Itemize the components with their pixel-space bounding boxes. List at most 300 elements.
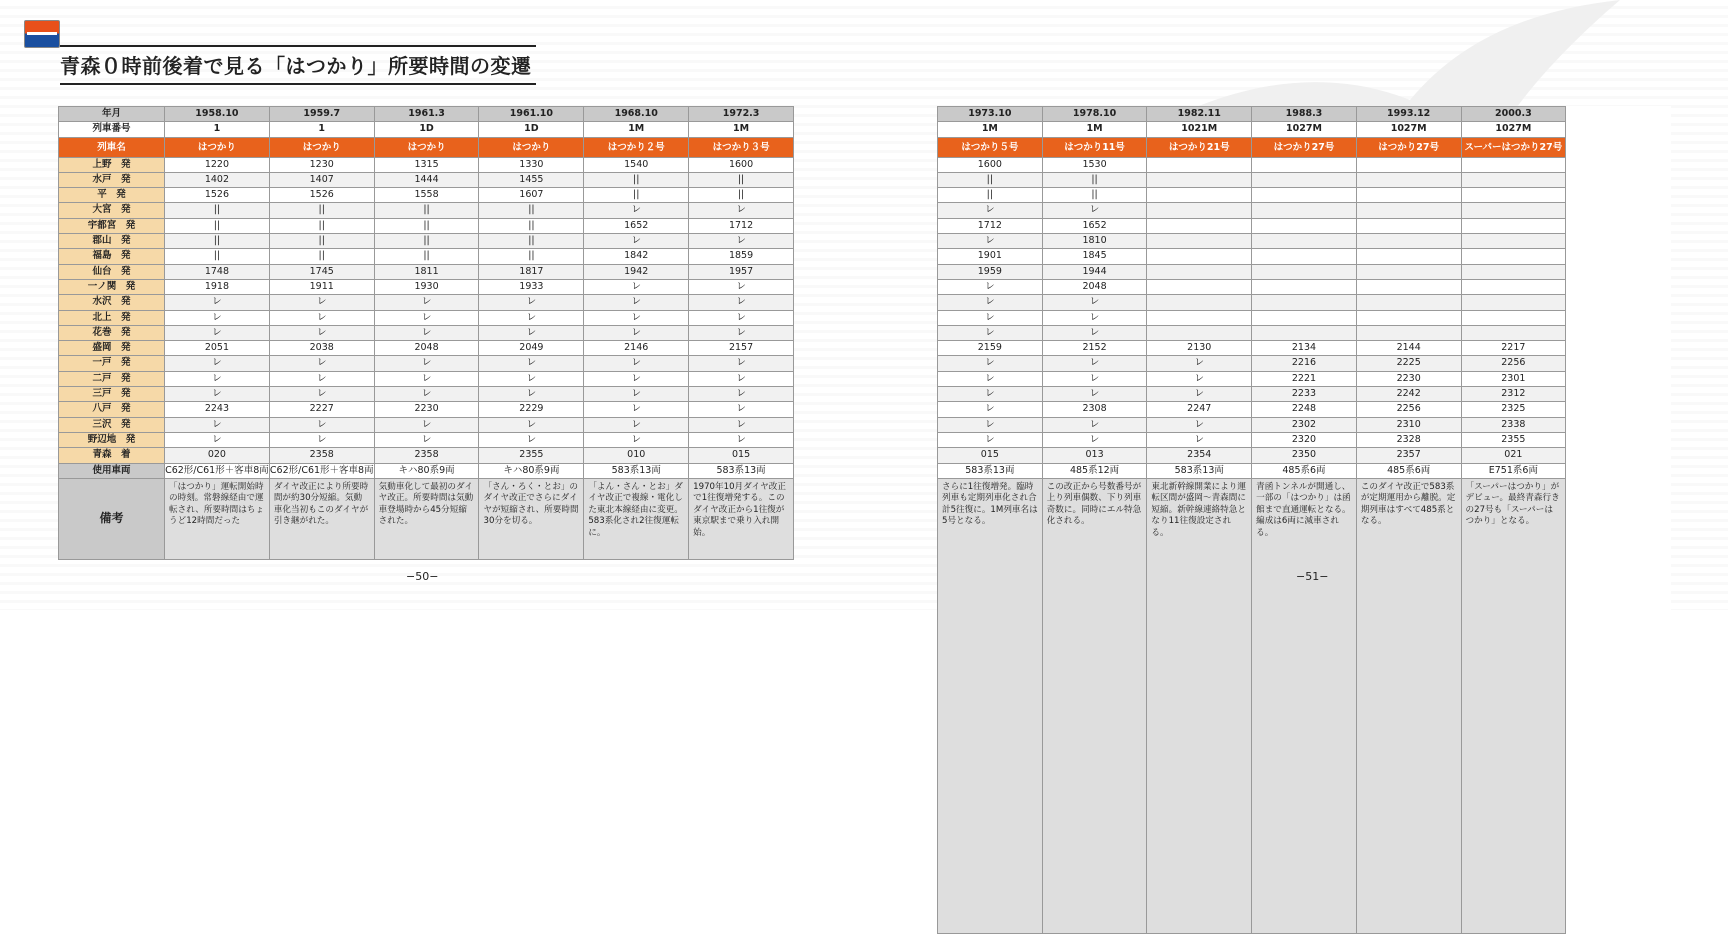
- time-cell: [1252, 172, 1357, 187]
- station-row: [938, 402, 1671, 417]
- train-no-cell: 1: [269, 122, 374, 137]
- station-row: [938, 387, 1671, 402]
- time-cell: 2230: [374, 402, 479, 417]
- year-cell: 1978.10: [1042, 107, 1147, 122]
- year-cell: 1982.11: [1147, 107, 1252, 122]
- station-label: 野辺地 発: [59, 432, 165, 447]
- time-cell: 2248: [1252, 402, 1357, 417]
- train-no-cell: 1M: [584, 122, 689, 137]
- train-name-cell: はつかり２号: [584, 137, 689, 157]
- train-name-cell: はつかり５号: [938, 137, 1043, 157]
- page-number-right: −51−: [1296, 570, 1329, 583]
- time-cell: 1407: [269, 172, 374, 187]
- time-cell: レ: [689, 356, 794, 371]
- station-row: [59, 218, 794, 233]
- time-cell: レ: [269, 387, 374, 402]
- time-cell: 2049: [479, 341, 584, 356]
- time-cell: [1147, 264, 1252, 279]
- station-row: [938, 417, 1671, 432]
- time-cell: 1652: [584, 218, 689, 233]
- time-cell: ||: [165, 249, 270, 264]
- time-cell: [1461, 279, 1566, 294]
- station-row: [59, 387, 794, 402]
- time-cell: ||: [269, 203, 374, 218]
- time-cell: レ: [479, 310, 584, 325]
- time-cell: レ: [1042, 417, 1147, 432]
- time-cell: レ: [165, 432, 270, 447]
- time-cell: 1911: [269, 279, 374, 294]
- time-cell: ||: [938, 188, 1043, 203]
- time-cell: 2312: [1461, 387, 1566, 402]
- year-cell: 1993.12: [1356, 107, 1461, 122]
- time-cell: 1944: [1042, 264, 1147, 279]
- time-cell: 1455: [479, 172, 584, 187]
- station-label: 一戸 発: [59, 356, 165, 371]
- time-cell: 2217: [1461, 341, 1566, 356]
- time-cell: レ: [689, 402, 794, 417]
- row-train-name: [938, 137, 1671, 157]
- station-row: [59, 295, 794, 310]
- time-cell: [1147, 218, 1252, 233]
- station-row: [59, 448, 794, 463]
- station-label: 仙台 発: [59, 264, 165, 279]
- time-cell: ||: [374, 234, 479, 249]
- time-cell: レ: [269, 295, 374, 310]
- time-cell: レ: [584, 310, 689, 325]
- series-logo: [24, 20, 60, 48]
- time-cell: 2227: [269, 402, 374, 417]
- time-cell: レ: [1147, 356, 1252, 371]
- car-type-cell: 583系13両: [938, 463, 1043, 478]
- time-cell: 1712: [689, 218, 794, 233]
- time-cell: レ: [584, 371, 689, 386]
- time-cell: 2146: [584, 341, 689, 356]
- time-cell: レ: [1042, 387, 1147, 402]
- time-cell: 1842: [584, 249, 689, 264]
- station-label: 水戸 発: [59, 172, 165, 187]
- time-cell: 2230: [1356, 371, 1461, 386]
- station-label: 花巻 発: [59, 325, 165, 340]
- time-cell: [1147, 157, 1252, 172]
- train-name-cell: はつかり21号: [1147, 137, 1252, 157]
- row-car-type-label: 使用車両: [59, 463, 165, 478]
- time-cell: 1845: [1042, 249, 1147, 264]
- train-name-cell: はつかり27号: [1356, 137, 1461, 157]
- station-row: [938, 310, 1671, 325]
- time-cell: ||: [374, 249, 479, 264]
- time-cell: レ: [165, 325, 270, 340]
- time-cell: レ: [1042, 371, 1147, 386]
- train-no-cell: 1D: [374, 122, 479, 137]
- time-cell: 1402: [165, 172, 270, 187]
- time-cell: ||: [584, 172, 689, 187]
- station-label: 二戸 発: [59, 371, 165, 386]
- time-cell: [1252, 279, 1357, 294]
- station-label: 平 発: [59, 188, 165, 203]
- remarks-cell: この改正から号数番号が上り列車偶数、下り列車奇数に。同時にエル特急化される。: [1042, 478, 1147, 934]
- time-cell: [1147, 249, 1252, 264]
- remarks-cell: 1970年10月ダイヤ改正で1往復増発する。このダイヤ改正から1往復が東京駅まで乗り入れ開始。: [689, 478, 794, 559]
- time-cell: レ: [269, 325, 374, 340]
- time-cell: レ: [1147, 432, 1252, 447]
- station-row: [938, 157, 1671, 172]
- time-cell: [1461, 310, 1566, 325]
- row-year-label: 年月: [59, 107, 165, 122]
- station-label: 三戸 発: [59, 387, 165, 402]
- time-cell: ||: [689, 172, 794, 187]
- station-row: [938, 295, 1671, 310]
- time-cell: レ: [938, 234, 1043, 249]
- station-label: 宇都宮 発: [59, 218, 165, 233]
- time-cell: 2134: [1252, 341, 1357, 356]
- remarks-cell: 「スーパーはつかり」がデビュー。最終青森行きの27号も「スーパーはつかり」となる。: [1461, 478, 1566, 934]
- remarks-cell: 気動車化して最初のダイヤ改正。所要時間は気動車登場時から45分短縮された。: [374, 478, 479, 559]
- train-name-cell: はつかり: [374, 137, 479, 157]
- time-cell: [1252, 295, 1357, 310]
- station-row: [938, 448, 1671, 463]
- row-train-name: [59, 137, 794, 157]
- time-cell: 2358: [269, 448, 374, 463]
- time-cell: 2328: [1356, 432, 1461, 447]
- row-train-no: [59, 122, 794, 137]
- time-cell: レ: [938, 387, 1043, 402]
- time-cell: レ: [584, 203, 689, 218]
- station-row: [938, 203, 1671, 218]
- time-cell: レ: [165, 295, 270, 310]
- time-cell: レ: [479, 325, 584, 340]
- time-cell: レ: [1042, 325, 1147, 340]
- time-cell: レ: [165, 417, 270, 432]
- time-cell: ||: [479, 234, 584, 249]
- time-cell: [1356, 279, 1461, 294]
- station-row: [59, 279, 794, 294]
- time-cell: ||: [269, 218, 374, 233]
- row-train-no-label: 列車番号: [59, 122, 165, 137]
- time-cell: 2051: [165, 341, 270, 356]
- page-title: 青森０時前後着で見る「はつかり」所要時間の変遷: [60, 50, 536, 85]
- station-row: [59, 371, 794, 386]
- station-label: 一ノ関 発: [59, 279, 165, 294]
- time-cell: [1147, 310, 1252, 325]
- train-no-cell: 1D: [479, 122, 584, 137]
- time-cell: ||: [165, 234, 270, 249]
- time-cell: [1252, 203, 1357, 218]
- station-row: [938, 356, 1671, 371]
- time-cell: 1526: [269, 188, 374, 203]
- station-label: 八戸 発: [59, 402, 165, 417]
- time-cell: 013: [1042, 448, 1147, 463]
- time-cell: レ: [689, 295, 794, 310]
- time-cell: ||: [584, 188, 689, 203]
- station-row: [59, 264, 794, 279]
- time-cell: ||: [479, 203, 584, 218]
- time-cell: [1461, 234, 1566, 249]
- station-label: 三沢 発: [59, 417, 165, 432]
- time-cell: 1600: [689, 157, 794, 172]
- time-cell: 1918: [165, 279, 270, 294]
- time-cell: [1461, 325, 1566, 340]
- car-type-cell: キハ80系9両: [374, 463, 479, 478]
- station-row: [59, 402, 794, 417]
- time-cell: 2354: [1147, 448, 1252, 463]
- station-label: 上野 発: [59, 157, 165, 172]
- time-cell: 1817: [479, 264, 584, 279]
- time-cell: 1712: [938, 218, 1043, 233]
- time-cell: レ: [938, 279, 1043, 294]
- time-cell: 2048: [374, 341, 479, 356]
- remarks-cell: さらに1往復増発。臨時列車も定期列車化され合計5往復に。1M列車名は5号となる。: [938, 478, 1043, 934]
- time-cell: 010: [584, 448, 689, 463]
- time-cell: レ: [479, 387, 584, 402]
- train-no-cell: 1: [165, 122, 270, 137]
- time-cell: [1461, 249, 1566, 264]
- time-cell: レ: [938, 402, 1043, 417]
- time-cell: [1147, 279, 1252, 294]
- time-cell: レ: [1147, 371, 1252, 386]
- time-cell: ||: [165, 218, 270, 233]
- time-cell: レ: [938, 371, 1043, 386]
- time-cell: 1652: [1042, 218, 1147, 233]
- time-cell: レ: [479, 371, 584, 386]
- time-cell: 2355: [479, 448, 584, 463]
- timetable-left: [58, 106, 794, 560]
- station-row: [59, 432, 794, 447]
- year-cell: 1973.10: [938, 107, 1043, 122]
- time-cell: 2301: [1461, 371, 1566, 386]
- time-cell: 1957: [689, 264, 794, 279]
- time-cell: ||: [1042, 188, 1147, 203]
- station-row: [938, 432, 1671, 447]
- time-cell: 1600: [938, 157, 1043, 172]
- time-cell: 1942: [584, 264, 689, 279]
- year-cell: 1968.10: [584, 107, 689, 122]
- time-cell: 2308: [1042, 402, 1147, 417]
- time-cell: [1147, 188, 1252, 203]
- train-no-cell: 1M: [1042, 122, 1147, 137]
- train-no-cell: 1027M: [1252, 122, 1357, 137]
- time-cell: レ: [374, 371, 479, 386]
- time-cell: ||: [479, 218, 584, 233]
- time-cell: レ: [269, 356, 374, 371]
- time-cell: [1356, 325, 1461, 340]
- time-cell: 1810: [1042, 234, 1147, 249]
- time-cell: [1356, 264, 1461, 279]
- time-cell: レ: [165, 310, 270, 325]
- station-row: [59, 203, 794, 218]
- station-row: [59, 234, 794, 249]
- train-name-cell: はつかり11号: [1042, 137, 1147, 157]
- time-cell: [1356, 295, 1461, 310]
- time-cell: [1461, 157, 1566, 172]
- time-cell: レ: [269, 432, 374, 447]
- car-type-cell: E751系6両: [1461, 463, 1566, 478]
- time-cell: レ: [374, 417, 479, 432]
- time-cell: ||: [938, 172, 1043, 187]
- train-name-cell: はつかり: [269, 137, 374, 157]
- time-cell: レ: [938, 356, 1043, 371]
- time-cell: ||: [374, 218, 479, 233]
- time-cell: 1933: [479, 279, 584, 294]
- time-cell: レ: [689, 234, 794, 249]
- page-number-left: −50−: [406, 570, 439, 583]
- time-cell: 2225: [1356, 356, 1461, 371]
- remarks-cell: 東北新幹線開業により運転区間が盛岡〜青森間に短縮。新幹線連絡特急となり11往復設定される。: [1147, 478, 1252, 934]
- time-cell: [1252, 249, 1357, 264]
- time-cell: 1811: [374, 264, 479, 279]
- time-cell: レ: [689, 371, 794, 386]
- time-cell: [1461, 188, 1566, 203]
- remarks-cell: このダイヤ改正で583系が定期運用から離脱。定期列車はすべて485系となる。: [1356, 478, 1461, 934]
- time-cell: レ: [938, 417, 1043, 432]
- station-row: [938, 172, 1671, 187]
- car-type-cell: C62形/C61形＋客車8両: [269, 463, 374, 478]
- time-cell: 2310: [1356, 417, 1461, 432]
- time-cell: ||: [1042, 172, 1147, 187]
- time-cell: レ: [374, 387, 479, 402]
- time-cell: 2242: [1356, 387, 1461, 402]
- time-cell: レ: [938, 310, 1043, 325]
- time-cell: 1230: [269, 157, 374, 172]
- station-label: 水沢 発: [59, 295, 165, 310]
- station-row: [59, 325, 794, 340]
- train-name-cell: はつかり３号: [689, 137, 794, 157]
- car-type-cell: 485系6両: [1356, 463, 1461, 478]
- row-remarks-label: 備考: [59, 478, 165, 559]
- time-cell: [1356, 188, 1461, 203]
- time-cell: レ: [584, 402, 689, 417]
- time-cell: レ: [269, 417, 374, 432]
- remarks-cell: 青函トンネルが開通し、一部の「はつかり」は函館まで直通運転となる。編成は6両に減車される。: [1252, 478, 1357, 934]
- time-cell: レ: [584, 432, 689, 447]
- car-type-cell: キハ80系9両: [479, 463, 584, 478]
- time-cell: 2216: [1252, 356, 1357, 371]
- car-type-cell: 485系12両: [1042, 463, 1147, 478]
- time-cell: [1252, 310, 1357, 325]
- time-cell: ||: [374, 203, 479, 218]
- time-cell: レ: [584, 356, 689, 371]
- time-cell: レ: [584, 417, 689, 432]
- timetable-right: [937, 106, 1671, 934]
- time-cell: [1461, 264, 1566, 279]
- time-cell: 1607: [479, 188, 584, 203]
- time-cell: 1745: [269, 264, 374, 279]
- time-cell: 2221: [1252, 371, 1357, 386]
- time-cell: 2229: [479, 402, 584, 417]
- time-cell: [1147, 172, 1252, 187]
- row-car-type: [938, 463, 1671, 478]
- train-no-cell: 1M: [938, 122, 1043, 137]
- station-row: [59, 157, 794, 172]
- time-cell: レ: [1042, 295, 1147, 310]
- time-cell: レ: [584, 234, 689, 249]
- time-cell: 2338: [1461, 417, 1566, 432]
- car-type-cell: 583系13両: [1147, 463, 1252, 478]
- time-cell: 2350: [1252, 448, 1357, 463]
- time-cell: 1526: [165, 188, 270, 203]
- train-no-cell: 1M: [689, 122, 794, 137]
- time-cell: レ: [1147, 387, 1252, 402]
- station-row: [938, 218, 1671, 233]
- train-name-cell: はつかり27号: [1252, 137, 1357, 157]
- station-row: [938, 188, 1671, 203]
- time-cell: 1930: [374, 279, 479, 294]
- time-cell: [1252, 218, 1357, 233]
- row-year: [938, 107, 1671, 122]
- station-row: [938, 279, 1671, 294]
- station-label: 盛岡 発: [59, 341, 165, 356]
- time-cell: レ: [689, 417, 794, 432]
- time-cell: レ: [374, 325, 479, 340]
- time-cell: 1330: [479, 157, 584, 172]
- time-cell: 1558: [374, 188, 479, 203]
- train-no-cell: 1027M: [1461, 122, 1566, 137]
- time-cell: レ: [938, 432, 1043, 447]
- time-cell: レ: [165, 371, 270, 386]
- station-row: [938, 249, 1671, 264]
- time-cell: 1901: [938, 249, 1043, 264]
- time-cell: 1540: [584, 157, 689, 172]
- row-remarks: [59, 478, 794, 559]
- station-row: [938, 264, 1671, 279]
- station-label: 福島 発: [59, 249, 165, 264]
- time-cell: 2144: [1356, 341, 1461, 356]
- time-cell: 1444: [374, 172, 479, 187]
- time-cell: ||: [269, 234, 374, 249]
- car-type-cell: C62形/C61形＋客車8両: [165, 463, 270, 478]
- station-row: [59, 172, 794, 187]
- remarks-cell: 「さん・ろく・とお」のダイヤ改正でさらにダイヤが短縮され、所要時間30分を切る。: [479, 478, 584, 559]
- time-cell: [1356, 218, 1461, 233]
- time-cell: [1147, 203, 1252, 218]
- remarks-cell: 「よん・さん・とお」ダイヤ改正で複線・電化した東北本線経由に変更。583系化され2往復運転に。: [584, 478, 689, 559]
- time-cell: レ: [269, 310, 374, 325]
- time-cell: レ: [1147, 417, 1252, 432]
- time-cell: [1252, 325, 1357, 340]
- time-cell: 1220: [165, 157, 270, 172]
- station-row: [59, 341, 794, 356]
- train-name-cell: はつかり: [165, 137, 270, 157]
- time-cell: レ: [374, 310, 479, 325]
- year-cell: 1959.7: [269, 107, 374, 122]
- time-cell: レ: [269, 371, 374, 386]
- time-cell: レ: [938, 325, 1043, 340]
- time-cell: [1147, 295, 1252, 310]
- time-cell: レ: [584, 295, 689, 310]
- time-cell: [1461, 295, 1566, 310]
- time-cell: レ: [584, 325, 689, 340]
- row-car-type: [59, 463, 794, 478]
- time-cell: 2159: [938, 341, 1043, 356]
- time-cell: 1748: [165, 264, 270, 279]
- time-cell: 2157: [689, 341, 794, 356]
- year-cell: 1972.3: [689, 107, 794, 122]
- time-cell: レ: [165, 387, 270, 402]
- time-cell: [1252, 264, 1357, 279]
- time-cell: [1147, 325, 1252, 340]
- time-cell: 2355: [1461, 432, 1566, 447]
- time-cell: レ: [1042, 432, 1147, 447]
- time-cell: [1252, 157, 1357, 172]
- time-cell: レ: [374, 356, 479, 371]
- time-cell: レ: [374, 295, 479, 310]
- time-cell: 2256: [1461, 356, 1566, 371]
- time-cell: 1859: [689, 249, 794, 264]
- time-cell: ||: [479, 249, 584, 264]
- year-cell: 2000.3: [1461, 107, 1566, 122]
- time-cell: 2038: [269, 341, 374, 356]
- time-cell: 2256: [1356, 402, 1461, 417]
- time-cell: [1356, 234, 1461, 249]
